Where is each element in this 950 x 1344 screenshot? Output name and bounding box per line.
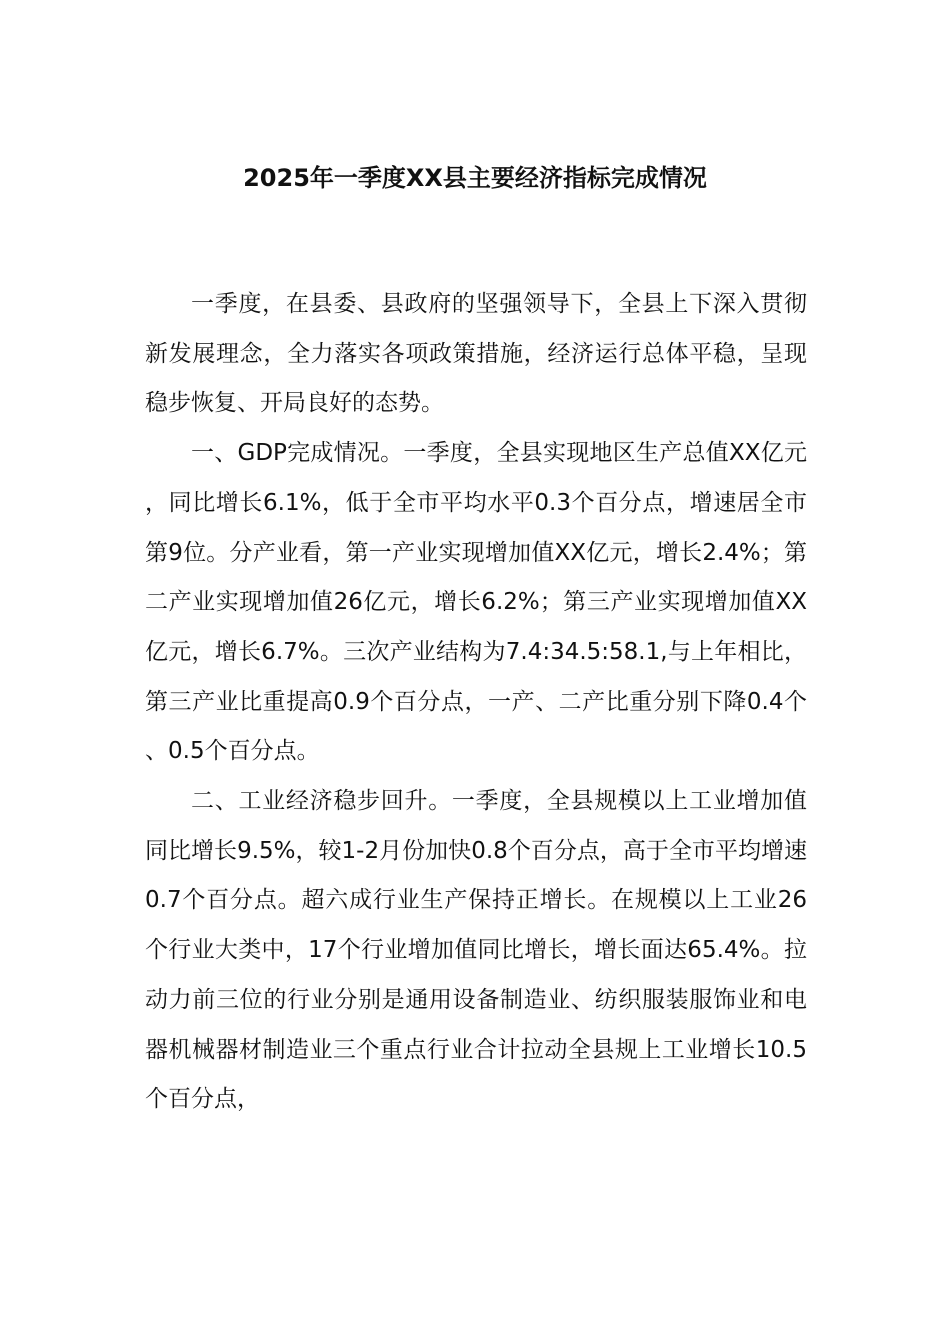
document-title: 2025年一季度XX县主要经济指标完成情况 (243, 164, 707, 192)
paragraph-gdp: 一、GDP完成情况。一季度，全县实现地区生产总值XX亿元，同比增长6.1%，低于全市平均水平0.3个百分点，增速居全市第9位。分产业看，第一产业实现增加值XX亿元，增长2.4%；第二产业实现增加值26亿元，增长6.2%；第三产业实现增加值XX亿元，增长6.7%。三次产业结构为7.4:34.5:58.1,与上年相比，第三产业比重提高0.9个百分点，一产、二产比重分别下降0.4个、0.5个百分点。 (145, 440, 807, 765)
paragraph-intro: 一季度，在县委、县政府的坚强领导下，全县上下深入贯彻新发展理念，全力落实各项政策措施，经济运行总体平稳，呈现稳步恢复、开局良好的态势。 (145, 291, 807, 417)
document-body (145, 280, 807, 1125)
paragraph-industry: 二、工业经济稳步回升。一季度，全县规模以上工业增加值同比增长9.5%，较1-2月份加快0.8个百分点，高于全市平均增速0.7个百分点。超六成行业生产保持正增长。在规模以上工业26个行业大类中，17个行业增加值同比增长，增长面达65.4%。拉动力前三位的行业分别是通用设备制造业、纺织服装服饰业和电器机械器材制造业三个重点行业合计拉动全县规上工业增长10.5个百分点， (145, 788, 807, 1113)
